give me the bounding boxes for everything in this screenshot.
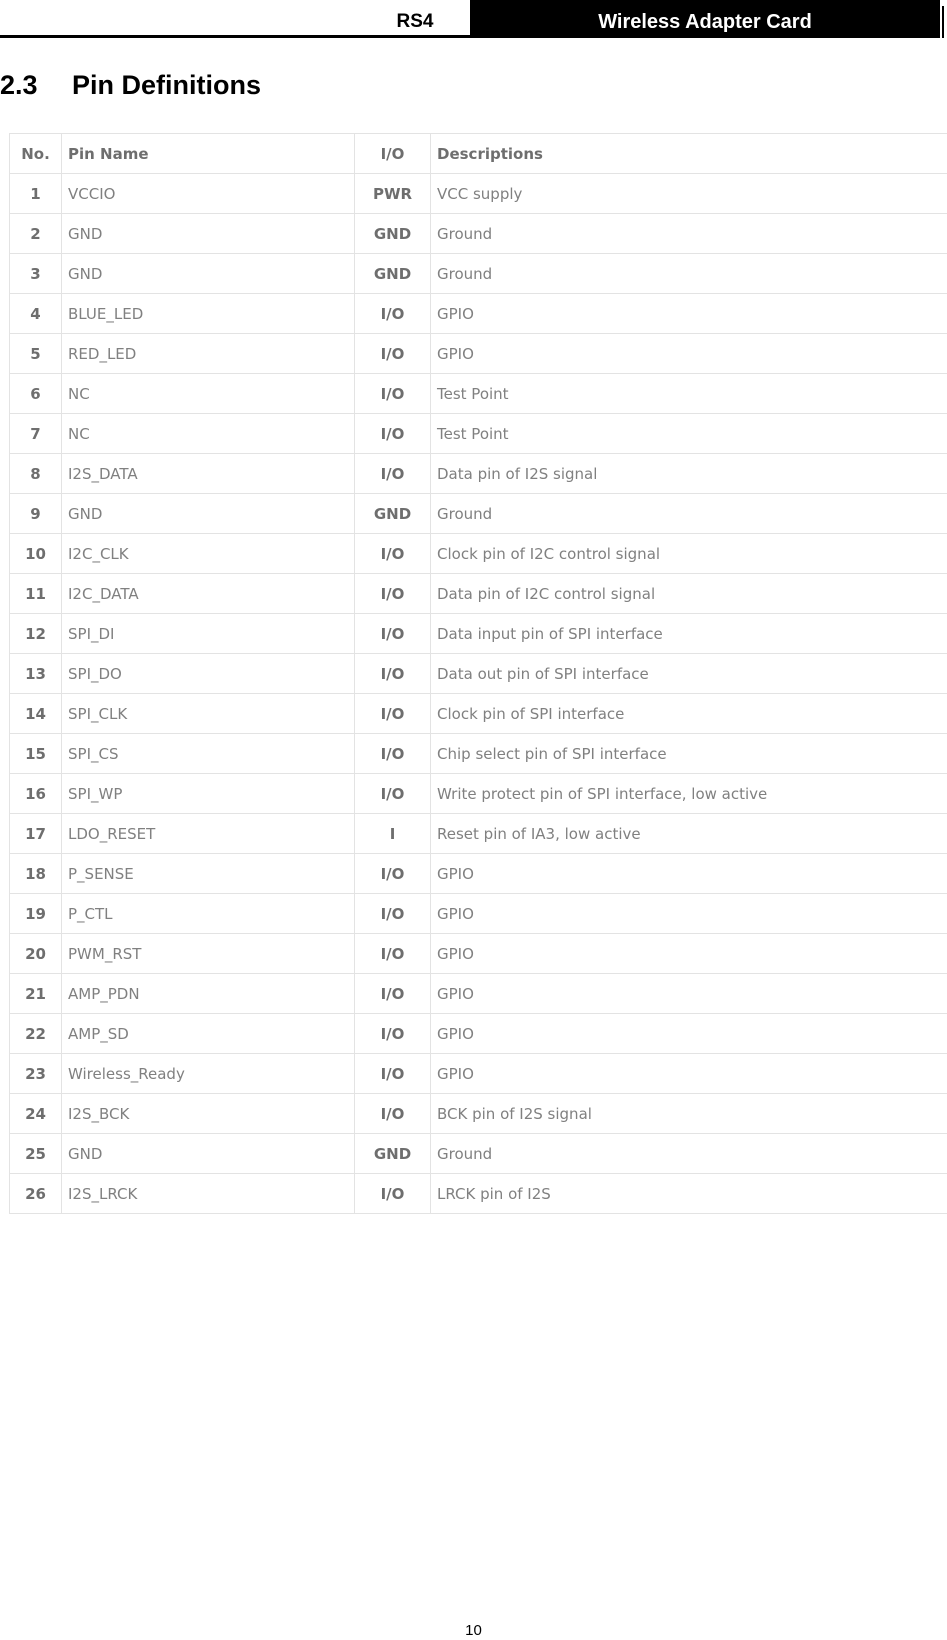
pin-name-cell: SPI_CLK [62, 694, 355, 734]
pin-name-cell: NC [62, 414, 355, 454]
table-row [10, 1094, 947, 1134]
table-row [10, 374, 947, 414]
pin-io-cell: I [355, 814, 431, 854]
pin-io-cell: I/O [355, 414, 431, 454]
pin-description-cell: GPIO [431, 854, 947, 894]
table-row [10, 414, 947, 454]
table-row [10, 654, 947, 694]
pin-name-cell: SPI_CS [62, 734, 355, 774]
pin-description-cell: Data input pin of SPI interface [431, 614, 947, 654]
pin-number-cell: 25 [10, 1134, 62, 1174]
pin-description-cell: Clock pin of I2C control signal [431, 534, 947, 574]
pin-number-cell: 2 [10, 214, 62, 254]
pin-description-cell: GPIO [431, 1014, 947, 1054]
pin-io-cell: I/O [355, 534, 431, 574]
pin-description-cell: Ground [431, 1134, 947, 1174]
pin-name-cell: AMP_SD [62, 1014, 355, 1054]
pin-description-cell: Reset pin of IA3, low active [431, 814, 947, 854]
table-row [10, 814, 947, 854]
pin-number-cell: 20 [10, 934, 62, 974]
pin-number-cell: 15 [10, 734, 62, 774]
pin-name-cell: GND [62, 1134, 355, 1174]
page-header [0, 0, 947, 38]
pin-io-cell: I/O [355, 334, 431, 374]
pin-description-cell: Clock pin of SPI interface [431, 694, 947, 734]
table-row [10, 1054, 947, 1094]
pin-name-cell: VCCIO [62, 174, 355, 214]
pin-description-cell: Ground [431, 494, 947, 534]
table-row [10, 254, 947, 294]
pin-number-cell: 26 [10, 1174, 62, 1214]
pin-name-cell: GND [62, 214, 355, 254]
pin-name-cell: GND [62, 494, 355, 534]
header-title: Wireless Adapter Card [598, 11, 812, 33]
pin-name-cell: AMP_PDN [62, 974, 355, 1014]
section-heading [0, 68, 261, 102]
pin-number-cell: 4 [10, 294, 62, 334]
table-row [10, 734, 947, 774]
pin-number-cell: 6 [10, 374, 62, 414]
pin-number-cell: 14 [10, 694, 62, 734]
pin-io-cell: GND [355, 494, 431, 534]
pin-name-cell: I2S_DATA [62, 454, 355, 494]
table-row [10, 214, 947, 254]
table-row [10, 614, 947, 654]
pin-io-cell: GND [355, 254, 431, 294]
pin-number-cell: 23 [10, 1054, 62, 1094]
pin-number-cell: 22 [10, 1014, 62, 1054]
pin-io-cell: GND [355, 214, 431, 254]
pin-io-cell: I/O [355, 774, 431, 814]
pin-name-cell: I2C_DATA [62, 574, 355, 614]
pin-description-cell: GPIO [431, 894, 947, 934]
pin-io-cell: I/O [355, 894, 431, 934]
pin-io-cell: I/O [355, 1054, 431, 1094]
pin-name-cell: LDO_RESET [62, 814, 355, 854]
pin-description-cell: Data pin of I2C control signal [431, 574, 947, 614]
pin-description-cell: GPIO [431, 934, 947, 974]
pin-number-cell: 12 [10, 614, 62, 654]
column-header-pin-name: Pin Name [62, 134, 355, 174]
table-row [10, 574, 947, 614]
pin-io-cell: I/O [355, 374, 431, 414]
table-row [10, 694, 947, 734]
pin-number-cell: 7 [10, 414, 62, 454]
table-row [10, 294, 947, 334]
pin-name-cell: P_SENSE [62, 854, 355, 894]
pin-description-cell: Write protect pin of SPI interface, low active [431, 774, 947, 814]
pin-number-cell: 18 [10, 854, 62, 894]
table-row [10, 774, 947, 814]
pin-io-cell: I/O [355, 1014, 431, 1054]
pin-io-cell: I/O [355, 454, 431, 494]
pin-description-cell: GPIO [431, 334, 947, 374]
header-title-box [470, 0, 940, 38]
pin-description-cell: Data pin of I2S signal [431, 454, 947, 494]
pin-name-cell: P_CTL [62, 894, 355, 934]
pin-name-cell: I2S_BCK [62, 1094, 355, 1134]
pin-number-cell: 24 [10, 1094, 62, 1134]
pin-description-cell: GPIO [431, 1054, 947, 1094]
pin-number-cell: 16 [10, 774, 62, 814]
pin-number-cell: 5 [10, 334, 62, 374]
pin-description-cell: VCC supply [431, 174, 947, 214]
section-title: Pin Definitions [72, 70, 261, 100]
column-header-descriptions: Descriptions [431, 134, 947, 174]
pin-name-cell: I2C_CLK [62, 534, 355, 574]
pin-io-cell: I/O [355, 734, 431, 774]
table-row [10, 174, 947, 214]
pin-name-cell: I2S_LRCK [62, 1174, 355, 1214]
pin-description-cell: GPIO [431, 974, 947, 1014]
pin-number-cell: 17 [10, 814, 62, 854]
pin-name-cell: RED_LED [62, 334, 355, 374]
pin-number-cell: 19 [10, 894, 62, 934]
table-row [10, 974, 947, 1014]
table-row [10, 1134, 947, 1174]
pin-name-cell: PWM_RST [62, 934, 355, 974]
pin-number-cell: 11 [10, 574, 62, 614]
table-row [10, 454, 947, 494]
pin-number-cell: 21 [10, 974, 62, 1014]
section-number: 2.3 [0, 70, 38, 100]
table-row [10, 1014, 947, 1054]
pin-number-cell: 3 [10, 254, 62, 294]
pin-description-cell: Data out pin of SPI interface [431, 654, 947, 694]
pin-description-cell: GPIO [431, 294, 947, 334]
pin-io-cell: I/O [355, 1094, 431, 1134]
pin-name-cell: BLUE_LED [62, 294, 355, 334]
pin-io-cell: I/O [355, 574, 431, 614]
pin-name-cell: SPI_DI [62, 614, 355, 654]
pin-description-cell: Test Point [431, 414, 947, 454]
table-row [10, 894, 947, 934]
header-model-name: RS4 [396, 11, 434, 32]
pin-io-cell: I/O [355, 294, 431, 334]
pin-description-cell: Test Point [431, 374, 947, 414]
pin-io-cell: I/O [355, 854, 431, 894]
pin-description-cell: Chip select pin of SPI interface [431, 734, 947, 774]
pin-io-cell: I/O [355, 654, 431, 694]
pin-name-cell: SPI_DO [62, 654, 355, 694]
header-rule [0, 35, 470, 38]
pin-io-cell: PWR [355, 174, 431, 214]
table-body [10, 174, 947, 1214]
pin-number-cell: 1 [10, 174, 62, 214]
pin-name-cell: NC [62, 374, 355, 414]
pin-description-cell: Ground [431, 214, 947, 254]
table-row [10, 1174, 947, 1214]
pin-description-cell: LRCK pin of I2S [431, 1174, 947, 1214]
table-row [10, 494, 947, 534]
header-end-bar [942, 6, 944, 38]
column-header-io: I/O [355, 134, 431, 174]
pin-io-cell: I/O [355, 614, 431, 654]
table-row [10, 934, 947, 974]
pin-description-cell: BCK pin of I2S signal [431, 1094, 947, 1134]
pin-io-cell: I/O [355, 974, 431, 1014]
pin-name-cell: SPI_WP [62, 774, 355, 814]
pin-name-cell: GND [62, 254, 355, 294]
pin-io-cell: I/O [355, 934, 431, 974]
table-row [10, 534, 947, 574]
pin-number-cell: 9 [10, 494, 62, 534]
pin-io-cell: I/O [355, 1174, 431, 1214]
pin-number-cell: 8 [10, 454, 62, 494]
pin-name-cell: Wireless_Ready [62, 1054, 355, 1094]
page-number: 10 [465, 1622, 482, 1639]
pin-description-cell: Ground [431, 254, 947, 294]
table-header-row [10, 134, 947, 174]
table-row [10, 854, 947, 894]
column-header-no: No. [10, 134, 62, 174]
pin-io-cell: GND [355, 1134, 431, 1174]
pin-number-cell: 10 [10, 534, 62, 574]
pin-io-cell: I/O [355, 694, 431, 734]
pin-number-cell: 13 [10, 654, 62, 694]
pin-definitions-table [9, 133, 947, 1214]
table-row [10, 334, 947, 374]
